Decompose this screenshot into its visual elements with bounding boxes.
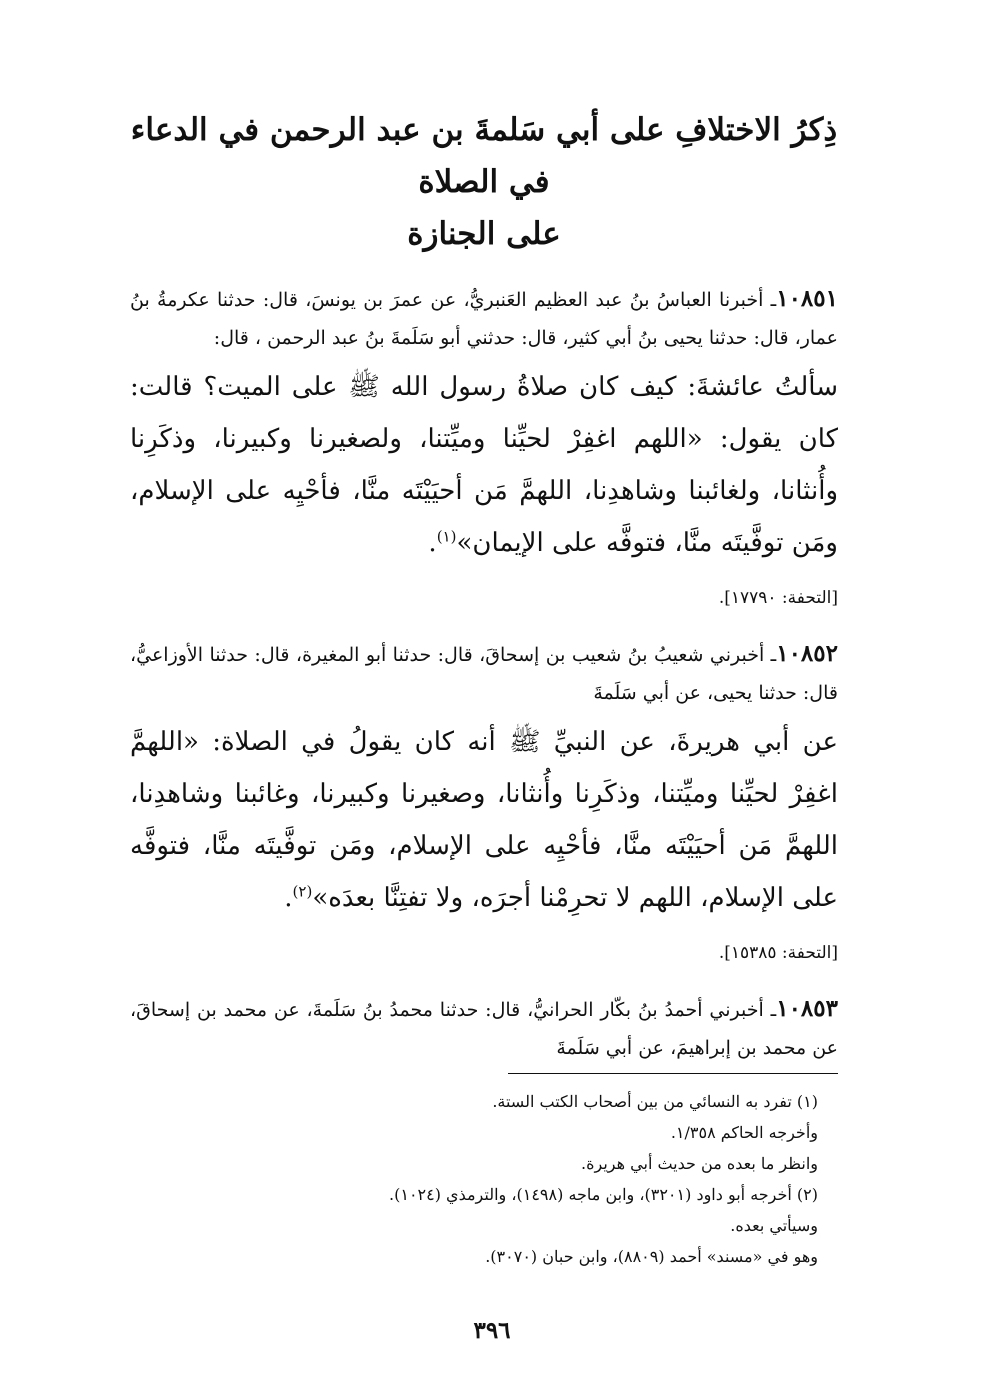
hadith-isnad [130, 280, 838, 357]
footnote-line: وانظر ما بعده من حديث أبي هريرة. [581, 1154, 818, 1173]
tuhfa-reference: [التحفة: ١٧٧٩٠]. [718, 588, 838, 608]
tuhfa-reference: [التحفة: ١٥٣٨٥]. [718, 943, 838, 963]
hadith-number: ١٠٨٥٣ [776, 995, 838, 1022]
footnote-line: (٢) أخرجه أبو داود (٣٢٠١)، وابن ماجه (١٤٩٨)، والترمذي (١٠٢٤). [389, 1185, 818, 1204]
footnote-ref: (٢) [292, 882, 313, 901]
matn-text: سألتُ عائشةَ: كيف كان صلاةُ رسول الله ﷺ على الميت؟ قالت: كان يقول: «اللهم اغفِرْ لحيِّنا وميِّتنا، ولصغيرنا وكبيرنا، وذكَرِنا وأُنثانا، ولغائبنا وشاهدِنا، اللهمَّ مَن أحيَيْتَه منَّا، فأحْيِه على الإسلام، ومَن توفَّيتَه منَّا، فتوفَّه على الإيمان» [130, 372, 838, 558]
hadith-number: ١٠٨٥٢ [776, 640, 838, 667]
hadith-matn [130, 716, 838, 924]
hadith-10852 [130, 635, 838, 968]
footnote-line: وأخرجه الحاكم ١/٣٥٨. [670, 1123, 818, 1142]
footnote-separator [508, 1073, 838, 1074]
title-line-2: على الجنازة [407, 216, 561, 252]
footnotes [130, 1086, 838, 1272]
hadith-matn [130, 361, 838, 569]
hadith-10851 [130, 280, 838, 613]
isnad-text: ـ أخبرني أحمدُ بنُ بكّار الحرانيُّ، قال: حدثنا محمدُ بنُ سَلَمةَ، عن محمد بن إسحاقَ، عن محمد بن إبراهيمَ، عن أبي سَلَمةَ [130, 999, 838, 1059]
hadith-number: ١٠٨٥١ [776, 285, 838, 312]
hadith-isnad [130, 990, 838, 1067]
matn-text: عن أبي هريرةَ، عن النبيِّ ﷺ أنه كان يقولُ في الصلاة: «اللهمَّ اغفِرْ لحيِّنا وميِّتنا، وذكَرِنا وأُنثانا، وصغيرنا وكبيرنا، وغائبنا وشاهدِنا، اللهمَّ مَن أحيَيْتَه منَّا، فأحْيِه على الإسلام، ومَن توفَّيتَه منَّا، فتوفَّه على الإسلام، اللهم لا تحرِمْنا أجرَه، ولا تفتِنَّا بعدَه» [130, 727, 838, 913]
matn-end: . [428, 528, 437, 558]
footnote-line: وسيأتي بعده. [730, 1216, 818, 1235]
footnote-line: (١) تفرد به النسائي من بين أصحاب الكتب الستة. [492, 1092, 818, 1111]
footnote-line: وهو في «مسند» أحمد (٨٨٠٩)، وابن حبان (٣٠٧٠). [485, 1247, 818, 1266]
isnad-text: ـ أخبرني شعيبُ بنُ شعيب بن إسحاقَ، قال: حدثنا أبو المغيرة، قال: حدثنا الأوزاعيُّ، قال: حدثنا يحيى، عن أبي سَلَمةَ [130, 644, 838, 704]
footnote-ref: (١) [436, 527, 457, 546]
title-line-1: ذِكرُ الاختلافِ على أبي سَلمةَ بن عبد الرحمن في الدعاء في الصلاة [130, 112, 838, 200]
hadith-isnad [130, 635, 838, 712]
hadith-10853 [130, 990, 838, 1067]
matn-end: . [284, 883, 293, 913]
page-title [130, 104, 838, 260]
page-number: ٣٩٦ [473, 1317, 511, 1344]
isnad-text: ـ أخبرنا العباسُ بنُ عبد العظيم العَنبريُّ، عن عمرَ بن يونسَ، قال: حدثنا عكرمةُ بنُ عمار، قال: حدثنا يحيى بنُ أبي كثير، قال: حدثني أبو سَلَمةَ بنُ عبد الرحمن ، قال: [130, 289, 838, 349]
